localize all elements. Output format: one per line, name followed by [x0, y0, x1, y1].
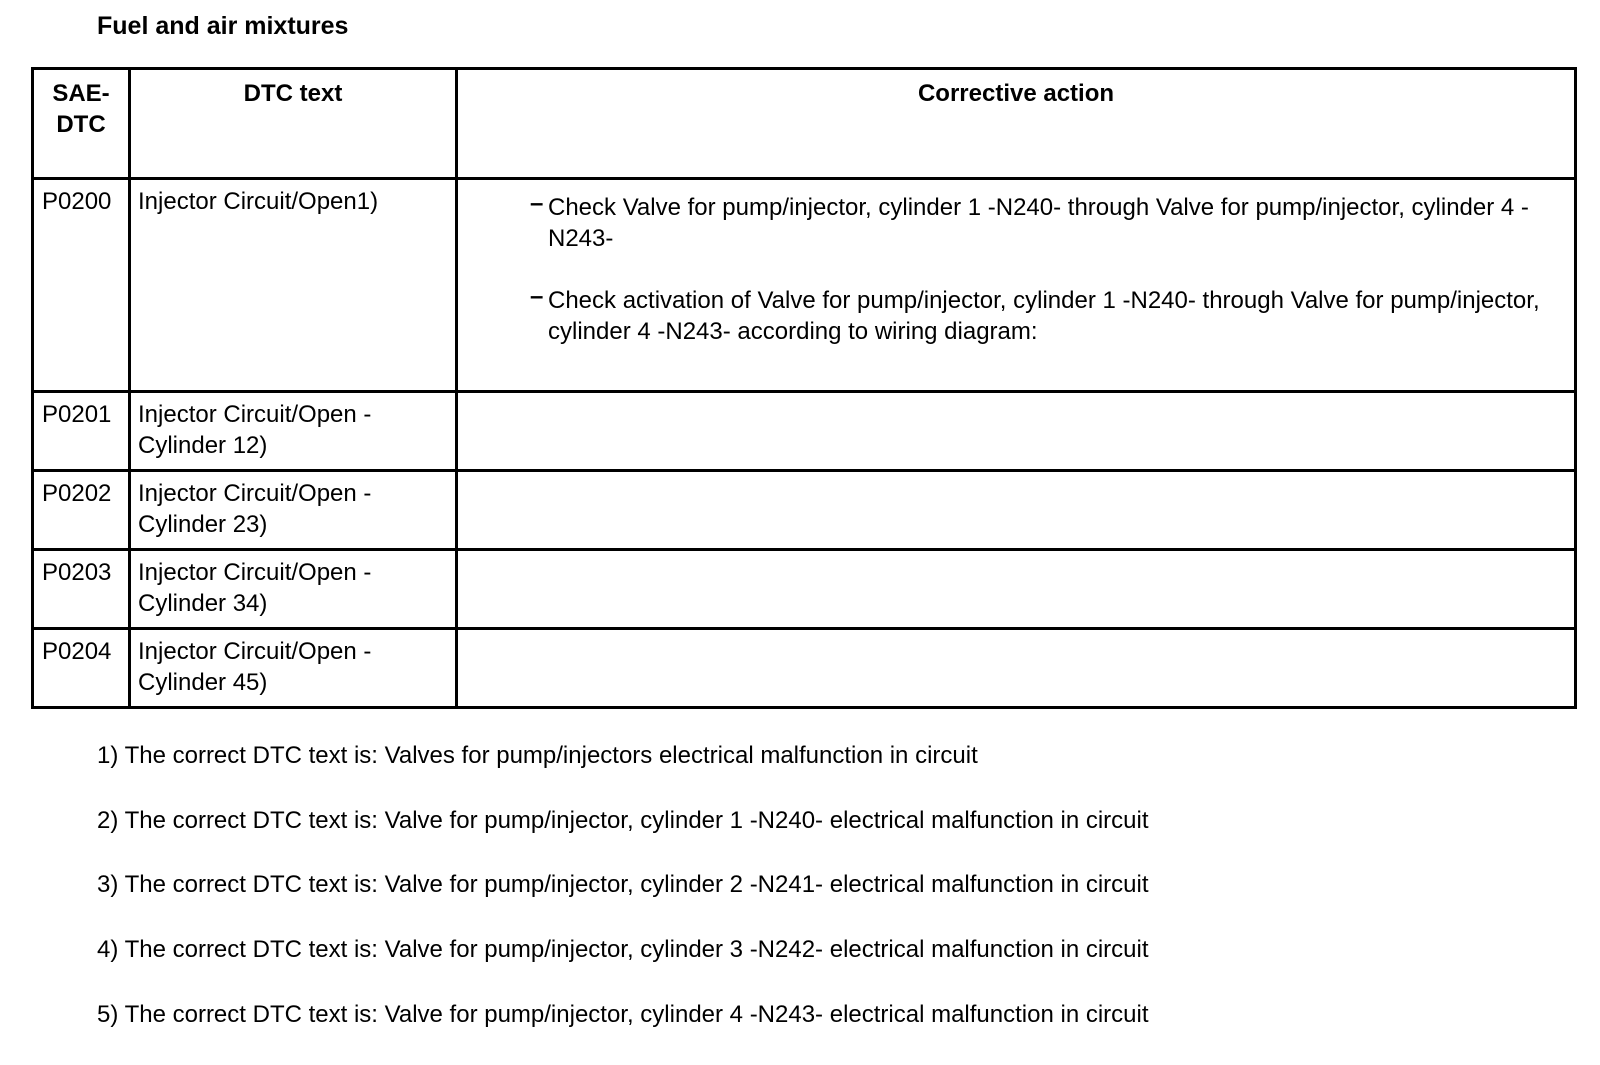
dtc-code-cell: P0203 — [33, 550, 130, 629]
footnote: 1) The correct DTC text is: Valves for pump/injectors electrical malfunction in circuit — [97, 742, 978, 769]
footnote: 4) The correct DTC text is: Valve for pump/injector, cylinder 3 -N242- electrical malfunction in circuit — [97, 936, 1149, 964]
dtc-text-cell: Injector Circuit/Open - Cylinder 12) — [130, 392, 457, 471]
action-text: Check activation of Valve for pump/injector, cylinder 1 -N240- through Valve for pump/injector, cylinder 4 -N243- according to wiring diagram: — [548, 287, 1540, 345]
table-row — [33, 392, 1576, 471]
dtc-text-cell: Injector Circuit/Open - Cylinder 23) — [130, 471, 457, 550]
corrective-action-cell — [457, 629, 1576, 708]
header-dtc-text: DTC text — [130, 69, 457, 179]
table-row — [33, 471, 1576, 550]
action-item — [530, 192, 1567, 254]
footnotes — [97, 742, 1149, 1065]
footnote: 3) The correct DTC text is: Valve for pump/injector, cylinder 2 -N241- electrical malfunction in circuit — [97, 871, 1149, 899]
action-item — [530, 285, 1567, 347]
footnote: 5) The correct DTC text is: Valve for pump/injector, cylinder 4 -N243- electrical malfunction in circuit — [97, 1000, 1149, 1028]
corrective-action-cell — [457, 392, 1576, 471]
dtc-table — [31, 67, 1577, 709]
dtc-code-cell: P0202 — [33, 471, 130, 550]
table-header-row — [33, 69, 1576, 179]
table-row — [33, 629, 1576, 708]
header-sae-dtc-line: DTC — [56, 111, 106, 138]
dtc-code-cell: P0201 — [33, 392, 130, 471]
header-corrective-action: Corrective action — [457, 69, 1576, 179]
dtc-text-cell: Injector Circuit/Open - Cylinder 34) — [130, 550, 457, 629]
header-sae-dtc — [33, 69, 130, 179]
header-sae-dtc-line: SAE- — [52, 80, 110, 107]
dtc-text-cell: Injector Circuit/Open - Cylinder 45) — [130, 629, 457, 708]
corrective-action-cell — [457, 179, 1576, 392]
dtc-text-cell: Injector Circuit/Open1) — [130, 179, 457, 392]
footnote: 2) The correct DTC text is: Valve for pump/injector, cylinder 1 -N240- electrical malfunction in circuit — [97, 806, 1149, 834]
action-text: Check Valve for pump/injector, cylinder 1 -N240- through Valve for pump/injector, cylinder 4 -N243- — [548, 194, 1529, 252]
bullet-dash: – — [530, 283, 544, 310]
corrective-action-cell — [457, 471, 1576, 550]
table-row — [33, 550, 1576, 629]
bullet-dash: – — [530, 190, 544, 217]
dtc-code-cell: P0200 — [33, 179, 130, 392]
table-row — [33, 179, 1576, 392]
page-title: Fuel and air mixtures — [97, 12, 349, 40]
dtc-code-cell: P0204 — [33, 629, 130, 708]
corrective-action-cell — [457, 550, 1576, 629]
